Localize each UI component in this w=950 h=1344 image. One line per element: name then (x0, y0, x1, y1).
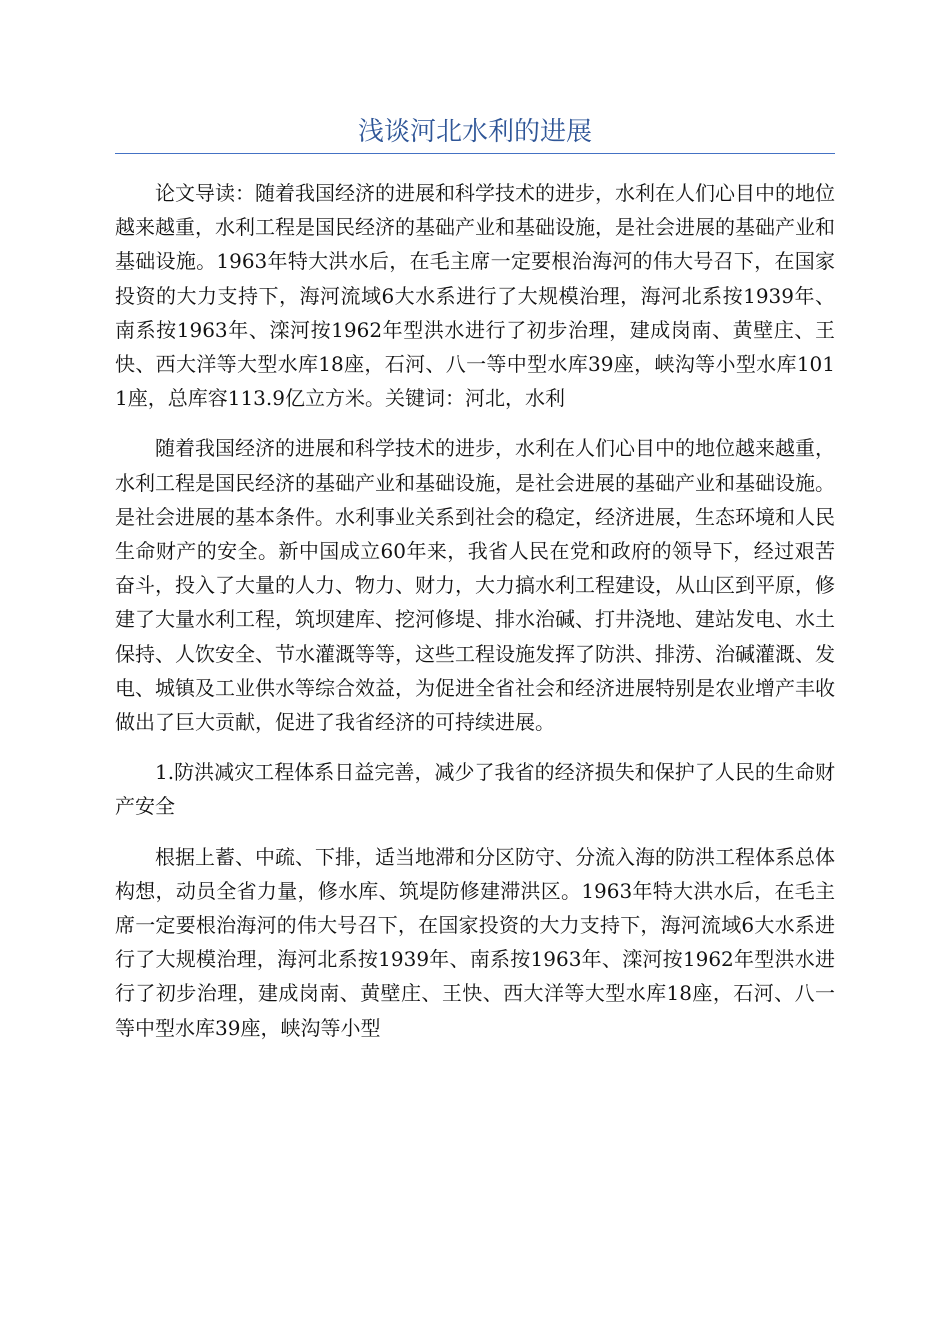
document-body (115, 176, 835, 1061)
document-title: 浅谈河北水利的进展 (357, 117, 592, 147)
title-underline (115, 153, 835, 154)
paragraph-introduction: 随着我国经济的进展和科学技术的进步，水利在人们心目中的地位越来越重，水利工程是国民经济的基础产业和基础设施，是社会进展的基础产业和基础设施。是社会进展的基本条件。水利事业关系到社会的稳定，经济进展，生态环境和人民生命财产的安全。新中国成立60年来，我省人民在党和政府的领导下，经过艰苦奋斗，投入了大量的人力、物力、财力，大力搞水利工程建设，从山区到平原，修建了大量水利工程，筑坝建库、挖河修堤、排水治碱、打井浇地、建站发电、水土保持、人饮安全、节水灌溉等等，这些工程设施发挥了防洪、排涝、治碱灌溉、发电、城镇及工业供水等综合效益，为促进全省社会和经济进展特别是农业增产丰收做出了巨大贡献，促进了我省经济的可持续进展。 (115, 436, 835, 735)
section-heading-1: 1.防洪减灾工程体系日益完善，减少了我省的经济损失和保护了人民的生命财产安全 (115, 760, 835, 819)
paragraph-section-1: 根据上蓄、中疏、下排，适当地滞和分区防守、分流入海的防洪工程体系总体构想，动员全省力量，修水库、筑堤防修建滞洪区。1963年特大洪水后，在毛主席一定要根治海河的伟大号召下，在国家投资的大力支持下，海河流域6大水系进行了大规模治理，海河北系按1939年、南系按1963年、滦河按1962年型洪水进行了初步治理，建成岗南、黄壁庄、王快、西大洋等大型水库18座，石河、八一等中型水库39座，峡沟等小型 (115, 844, 835, 1040)
paragraph-abstract: 论文导读：随着我国经济的进展和科学技术的进步，水利在人们心目中的地位越来越重，水利工程是国民经济的基础产业和基础设施，是社会进展的基础产业和基础设施。1963年特大洪水后，在毛主席一定要根治海河的伟大号召下，在国家投资的大力支持下，海河流域6大水系进行了大规模治理，海河北系按1939年、南系按1963年、滦河按1962年型洪水进行了初步治理，建成岗南、黄壁庄、王快、西大洋等大型水库18座，石河、八一等中型水库39座，峡沟等小型水库1011座，总库容113.9亿立方米。关键词：河北，水利 (115, 181, 835, 411)
